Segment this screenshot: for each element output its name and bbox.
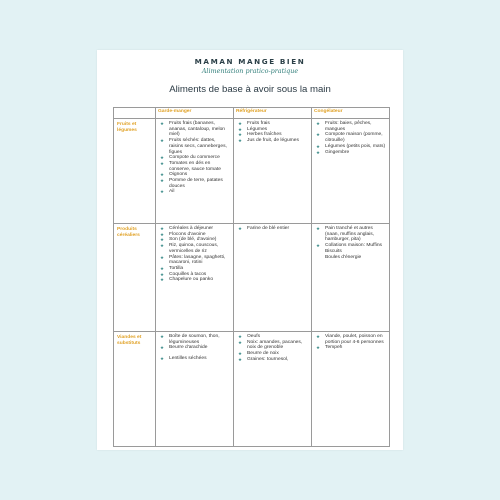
cell-garde-manger: [156, 332, 234, 447]
list-item: ★ Chapelure ou panko: [159, 277, 230, 283]
list-item: ★ Jus de fruit, de légumes: [237, 138, 308, 144]
table-header-row: [114, 108, 390, 119]
food-staples-table: [113, 107, 390, 447]
list-item: ★ Pain tranché et autres (naan, muffins anglais, hamburger, pita): [315, 226, 386, 243]
list-item: ★ Beurre de noix: [237, 351, 308, 357]
list-item: ★ Tempeh: [315, 345, 386, 351]
header-cell-empty: [114, 108, 156, 119]
cell-congelateur: [312, 332, 390, 447]
list-item: ★ Flocons d'avoine: [159, 232, 230, 238]
list-item: ★ Graines: tournesol,: [237, 357, 308, 363]
list-item: ★ Oeufs: [237, 334, 308, 340]
list-item: ★ Noix: amandes, pacanes, noix de grenoble: [237, 340, 308, 351]
list-item: ★ Riz, quinoa, couscous, vermicelles de riz: [159, 243, 230, 254]
list-item: ★ Légumes: [237, 127, 308, 133]
header-congelateur: Congélateur: [312, 108, 390, 119]
list-item: ★ Tomates en dés en conserve, sauce tomate: [159, 161, 230, 172]
list-item: ★ Pâtes: lasagne, spaghetti, macaroni, rotini: [159, 255, 230, 266]
brand-title: MAMAN MANGE BIEN: [194, 57, 306, 66]
list-item: ★ Pomme de terre, patates douces: [159, 178, 230, 189]
list-item: ★ Fruits frais (bananes, ananas, cantaloup, melon miel): [159, 121, 230, 138]
list-item: ★ Viande, poulet, poisson en portion pour 4-6 personnes: [315, 334, 386, 345]
category-cell: Produits céréaliers: [114, 224, 156, 332]
cell-refrigerateur: [234, 119, 312, 224]
header-refrigerateur: Réfrigérateur: [234, 108, 312, 119]
table-row: [114, 119, 390, 224]
list-item: ★ Farine de blé entier: [237, 226, 308, 232]
list-item: ★ Légumes (petits pois, maïs): [315, 144, 386, 150]
list-item: ★ Ail: [159, 189, 230, 195]
brand-tagline: Alimentation pratico-pratique: [201, 67, 299, 75]
list-item: ★ Fruits frais: [237, 121, 308, 127]
list-item: Biscuits: [325, 248, 342, 254]
document-page: [97, 50, 403, 450]
category-cell: Fruits et légumes: [114, 119, 156, 224]
list-item: ★ Céréales à déjeuner: [159, 226, 230, 232]
cell-refrigerateur: [234, 332, 312, 447]
page-title: Aliments de base à avoir sous la main: [169, 84, 331, 95]
list-item: ★ Collations maison: Muffins: [315, 243, 386, 249]
table-row: [114, 224, 390, 332]
list-item: ★ Tortilla: [159, 266, 230, 272]
list-item: ★ Gingembre: [315, 150, 386, 156]
list-item: ★ Compote maison (pomme, citrouille): [315, 132, 386, 143]
list-item: ★ Herbes fraîches: [237, 132, 308, 138]
cell-congelateur: [312, 224, 390, 332]
list-item: ★ Coquilles à tacos: [159, 272, 230, 278]
list-item: ★ Lentilles séchées: [159, 356, 230, 362]
list-item: ★ Fruits: baies, pêches, mangues: [315, 121, 386, 132]
list-item: ★ Boîte de soumon, thon, légumineuses: [159, 334, 230, 345]
list-item: ★ Fruits séchés: dattes, raisins secs, canneberges, figues: [159, 138, 230, 155]
cell-garde-manger: [156, 224, 234, 332]
cell-garde-manger: [156, 119, 234, 224]
list-item: ★ Oignons: [159, 172, 230, 178]
table-row: [114, 332, 390, 447]
category-cell: Viandes et substituts: [114, 332, 156, 447]
list-item: ★ Compote du commerce: [159, 155, 230, 161]
list-item: Boules d'énergie: [325, 254, 362, 260]
list-item: ★ Son (de blé, d'avoine): [159, 237, 230, 243]
cell-refrigerateur: [234, 224, 312, 332]
header-garde-manger: Garde-manger: [156, 108, 234, 119]
cell-congelateur: [312, 119, 390, 224]
list-item: ★ Beurre d'arachide: [159, 345, 230, 351]
